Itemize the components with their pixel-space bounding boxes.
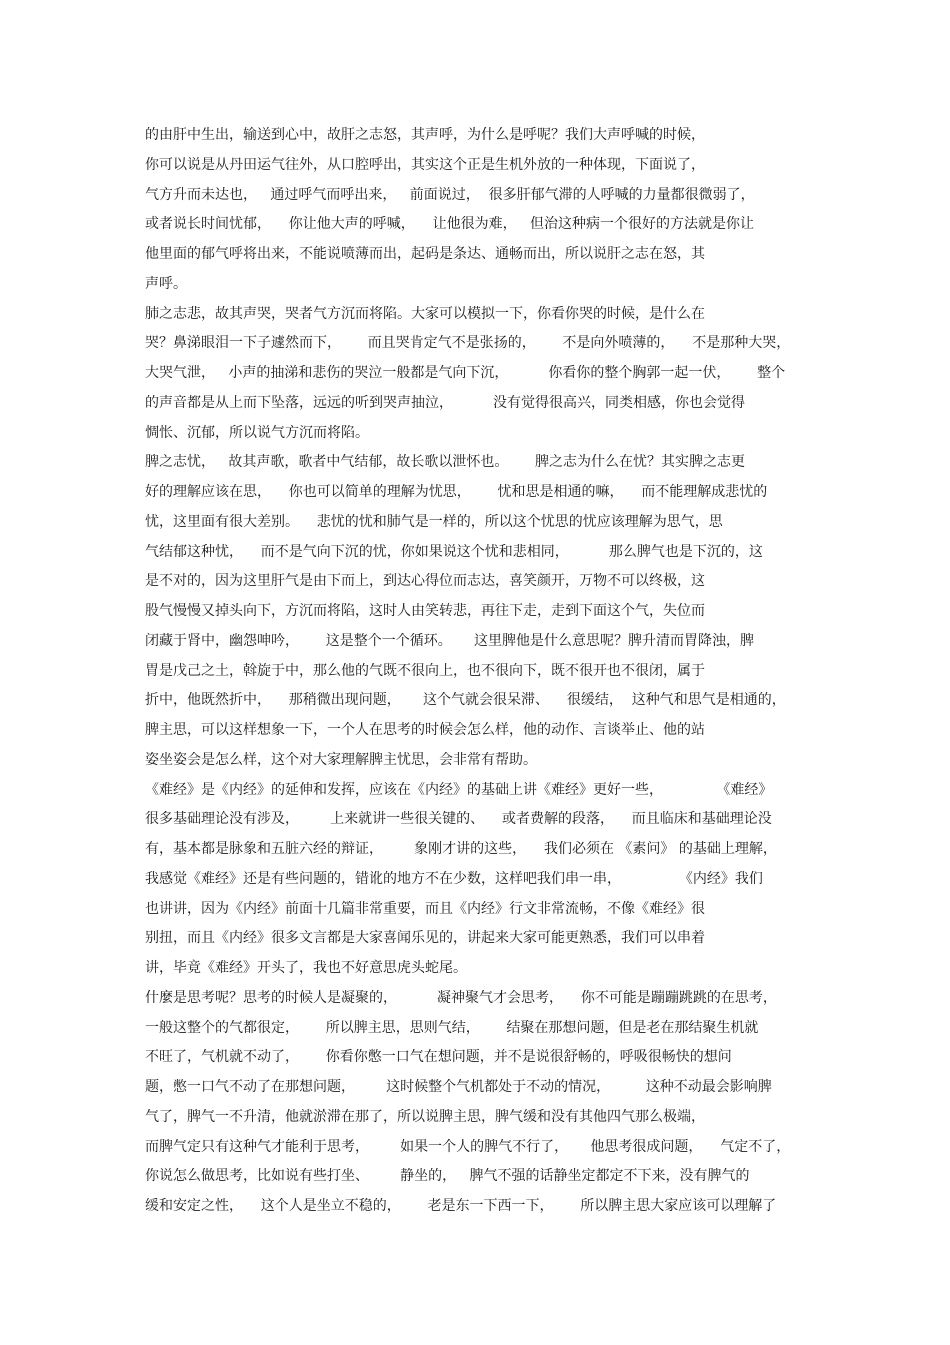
text-line: 忧，这里面有很大差别。 悲忧的忧和肺气是一样的，所以这个忧思的忧应该理解为思气，思: [145, 513, 723, 530]
text-line: 讲，毕竟《难经》开头了，我也不好意思虎头蛇尾。: [145, 960, 467, 976]
text-line: 胃是戊己之土，斡旋于中，那么他的气既不很向上，也不很向下，既不很开也不很闭，属于: [145, 662, 705, 679]
text-line: 股气慢慢又掉头向下，方沉而将陷，这时人由笑转悲，再往下走，走到下面这个气，失位而: [145, 603, 705, 619]
text-line: 的由肝中生出，输送到心中，故肝之志怒，其声呼，为什么是呼呢？我们大声呼喊的时候，: [145, 127, 705, 143]
paragraph-start: 脾之志忧， 故其声歌，歌者中气结郁，故长歌以泄怀也。 脾之志为什么在忧？其实脾之志更: [145, 454, 746, 471]
text-line: 是不对的，因为这里肝气是由下而上，到达心得位而志达，喜笑颜开，万物不可以终极，这: [145, 573, 705, 590]
paragraph-start: 肺之志悲，故其声哭，哭者气方沉而将陷。大家可以模拟一下，你看你哭的时候，是什么在: [145, 305, 705, 322]
text-line: 而脾气定只有这种气才能利于思考， 如果一个人的脾气不行了， 他思考很成问题， 气定不了，: [145, 1138, 791, 1155]
text-line: 别扭，而且《内经》很多文言都是大家喜闻乐见的，讲起来大家可能更熟悉，我们可以串着: [145, 930, 705, 947]
text-line: 不旺了，气机就不动了， 你看你憋一口气在想问题，并不是说很舒畅的，呼吸很畅快的想问: [145, 1049, 732, 1066]
text-line: 很多基础理论没有涉及， 上来就讲一些很关键的、 或者费解的段落， 而且临床和基础理论没: [145, 811, 772, 828]
document-body: [145, 121, 825, 1222]
text-line: 折中，他既然折中， 那稍微出现问题， 这个气就会很呆滞、 很缓结， 这种气和思气是相通的，: [145, 692, 786, 709]
text-line: 姿坐姿会是怎么样，这个对大家理解脾主忧思，会非常有帮助。: [145, 751, 537, 768]
text-line: 你可以说是从丹田运气往外，从口腔呼出，其实这个正是生机外放的一种体现，下面说了，: [145, 156, 705, 173]
paragraph-start: 什麼是思考呢？思考的时候人是凝聚的， 凝神聚气才会思考， 你不可能是蹦蹦跳跳的在思考，: [145, 989, 777, 1006]
text-line: 有，基本都是脉象和五脏六经的辩证， 象刚才讲的这些， 我们必须在 《素问》 的基础上理解，: [145, 841, 777, 857]
text-line: 一般这整个的气都很定， 所以脾主思，思则气结， 结聚在那想问题，但是老在那结聚生机就: [145, 1019, 759, 1036]
text-line: 题，憋一口气不动了在那想问题， 这时候整个气机都处于不动的情况， 这种不动最会影响脾: [145, 1079, 772, 1095]
text-line: 哭？鼻涕眼泪一下子遽然而下， 而且哭肯定气不是张扬的， 不是向外喷薄的， 不是那种大哭，: [145, 335, 791, 352]
text-line: 的声音都是从上而下坠落，远远的听到哭声抽泣， 没有觉得很高兴，同类相感，你也会觉得: [145, 394, 746, 411]
text-line: 缓和安定之性， 这个人是坐立不稳的， 老是东一下西一下， 所以脾主思大家应该可以理解了: [145, 1198, 777, 1214]
text-line: 他里面的郁气呼将出来，不能说喷薄而出，起码是条达、通畅而出，所以说肝之志在怒，其: [145, 246, 705, 262]
text-line: 气方升而未达也， 通过呼气而呼出来， 前面说过， 很多肝郁气滞的人呼喊的力量都很微弱了，: [145, 186, 755, 203]
paragraph-start: 《难经》是《内经》的延伸和发挥，应该在《内经》的基础上讲《难经》更好一些， 《难经》: [145, 781, 773, 798]
text-line: 我感觉《难经》还是有些问题的，错讹的地方不在少数，这样吧我们串一串， 《内经》我们: [145, 870, 763, 887]
text-line: 惆怅、沉郁，所以说气方沉而将陷。: [145, 424, 369, 441]
text-line: 声呼。: [145, 275, 187, 292]
text-line: 也讲讲，因为《内经》前面十几篇非常重要，而且《内经》行文非常流畅，不像《难经》很: [145, 900, 705, 917]
text-line: 脾主思，可以这样想象一下，一个人在思考的时候会怎么样，他的动作、言谈举止、他的站: [145, 722, 705, 738]
text-line: 好的理解应该在思， 你也可以简单的理解为忧思， 忧和思是相通的嘛， 而不能理解成悲忧的: [145, 484, 768, 500]
text-line: 气结郁这种忧， 而不是气向下沉的忧，你如果说这个忧和悲相同， 那么脾气也是下沉的，这: [145, 543, 763, 560]
text-line: 你说怎么做思考，比如说有些打坐、 静坐的， 脾气不强的话静坐定都定不下来，没有脾气的: [145, 1168, 750, 1185]
text-line: 或者说长时间忧郁， 你让他大声的呼喊， 让他很为难， 但治这种病一个很好的方法就是你让: [145, 216, 754, 233]
text-line: 气了，脾气一不升清，他就淤滞在那了，所以说脾主思，脾气缓和没有其他四气那么极端，: [145, 1108, 705, 1125]
text-line: 闭藏于肾中，幽怨呻吟， 这是整个一个循环。 这里脾他是什么意思呢？脾升清而胃降浊，脾: [145, 632, 754, 649]
text-line: 大哭气泄， 小声的抽涕和悲伤的哭泣一般都是气向下沉， 你看你的整个胸郭一起一伏， 整个: [145, 365, 786, 381]
